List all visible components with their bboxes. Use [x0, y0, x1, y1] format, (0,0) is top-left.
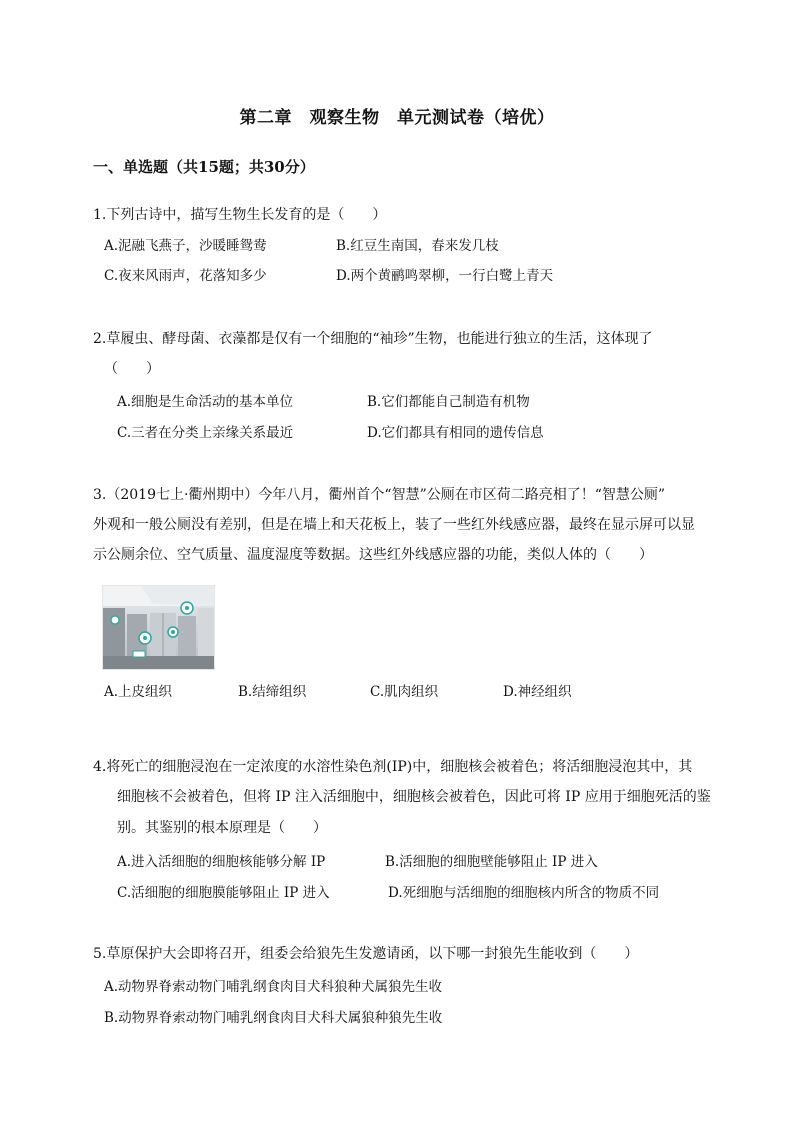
question-1-stem: 1.下列古诗中，描写生物生长发育的是（ ） [93, 207, 387, 223]
question-2-option-a: A.细胞是生命活动的基本单位 [117, 394, 294, 410]
section-heading: 一、单选题（共15题；共30分） [93, 158, 315, 176]
question-2-stem-line-2: （ ） [104, 361, 160, 377]
question-3-option-c: C.肌肉组织 [370, 684, 439, 700]
question-4-stem-line-3: 别。其鉴别的根本原理是（ ） [117, 820, 327, 836]
question-4-option-c: C.活细胞的细胞膜能够阻止 IP 进入 [117, 885, 330, 901]
question-4-stem-line-1: 4.将死亡的细胞浸泡在一定浓度的水溶性染色剂(IP)中，细胞核会被着色；将活细胞浸泡其中，其 [93, 759, 693, 775]
question-2-option-d: D.它们都具有相同的遗传信息 [367, 425, 544, 441]
question-3-option-b: B.结缔组织 [238, 684, 307, 700]
question-4-option-b: B.活细胞的细胞壁能够阻止 IP 进入 [385, 854, 598, 870]
question-1-option-a: A.泥融飞燕子，沙暖睡鸳鸯 [104, 238, 267, 254]
question-3-stem-line-2: 外观和一般公厕没有差别，但是在墙上和天花板上，装了一些红外线感应器，最终在显示屏可以显 [93, 517, 695, 533]
question-3-stem-line-1: 3.（2019七上·衢州期中）今年八月，衢州首个“智慧”公厕在市区荷二路亮相了！“智慧公厕” [93, 487, 666, 503]
question-4-option-a: A.进入活细胞的细胞核能够分解 IP [117, 854, 326, 870]
question-4-stem-line-2: 细胞核不会被着色，但将 IP 注入活细胞中，细胞核会被着色，因此可将 IP 应用于细胞死活的鉴 [117, 789, 711, 805]
question-3-option-d: D.神经组织 [503, 684, 572, 700]
smart-toilet-photo [102, 585, 215, 670]
question-2-option-b: B.它们都能自己制造有机物 [367, 394, 530, 410]
question-1-option-b: B.红豆生南国，春来发几枝 [336, 238, 499, 254]
question-3-option-a: A.上皮组织 [104, 684, 173, 700]
question-5-option-b: B.动物界脊索动物门哺乳纲食肉目犬科犬属狼种狼先生收 [104, 1010, 443, 1026]
page-title: 第二章 观察生物 单元测试卷（培优） [239, 108, 555, 128]
question-1-option-c: C.夜来风雨声，花落知多少 [104, 268, 267, 284]
question-1-option-d: D.两个黄鹂鸣翠柳，一行白鹭上青天 [336, 268, 554, 284]
question-4-option-d: D.死细胞与活细胞的细胞核内所含的物质不同 [388, 885, 660, 901]
question-2-stem-line-1: 2.草履虫、酵母菌、衣藻都是仅有一个细胞的“袖珍”生物，也能进行独立的生活，这体现了 [93, 331, 653, 347]
question-5-option-a: A.动物界脊索动物门哺乳纲食肉目犬科狼种犬属狼先生收 [104, 979, 443, 995]
question-2-option-c: C.三者在分类上亲缘关系最近 [117, 425, 294, 441]
question-3-stem-line-3: 示公厕余位、空气质量、温度湿度等数据。这些红外线感应器的功能，类似人体的（ ） [93, 547, 653, 563]
question-5-stem: 5.草原保护大会即将召开，组委会给狼先生发邀请函，以下哪一封狼先生能收到（ ） [93, 946, 639, 962]
